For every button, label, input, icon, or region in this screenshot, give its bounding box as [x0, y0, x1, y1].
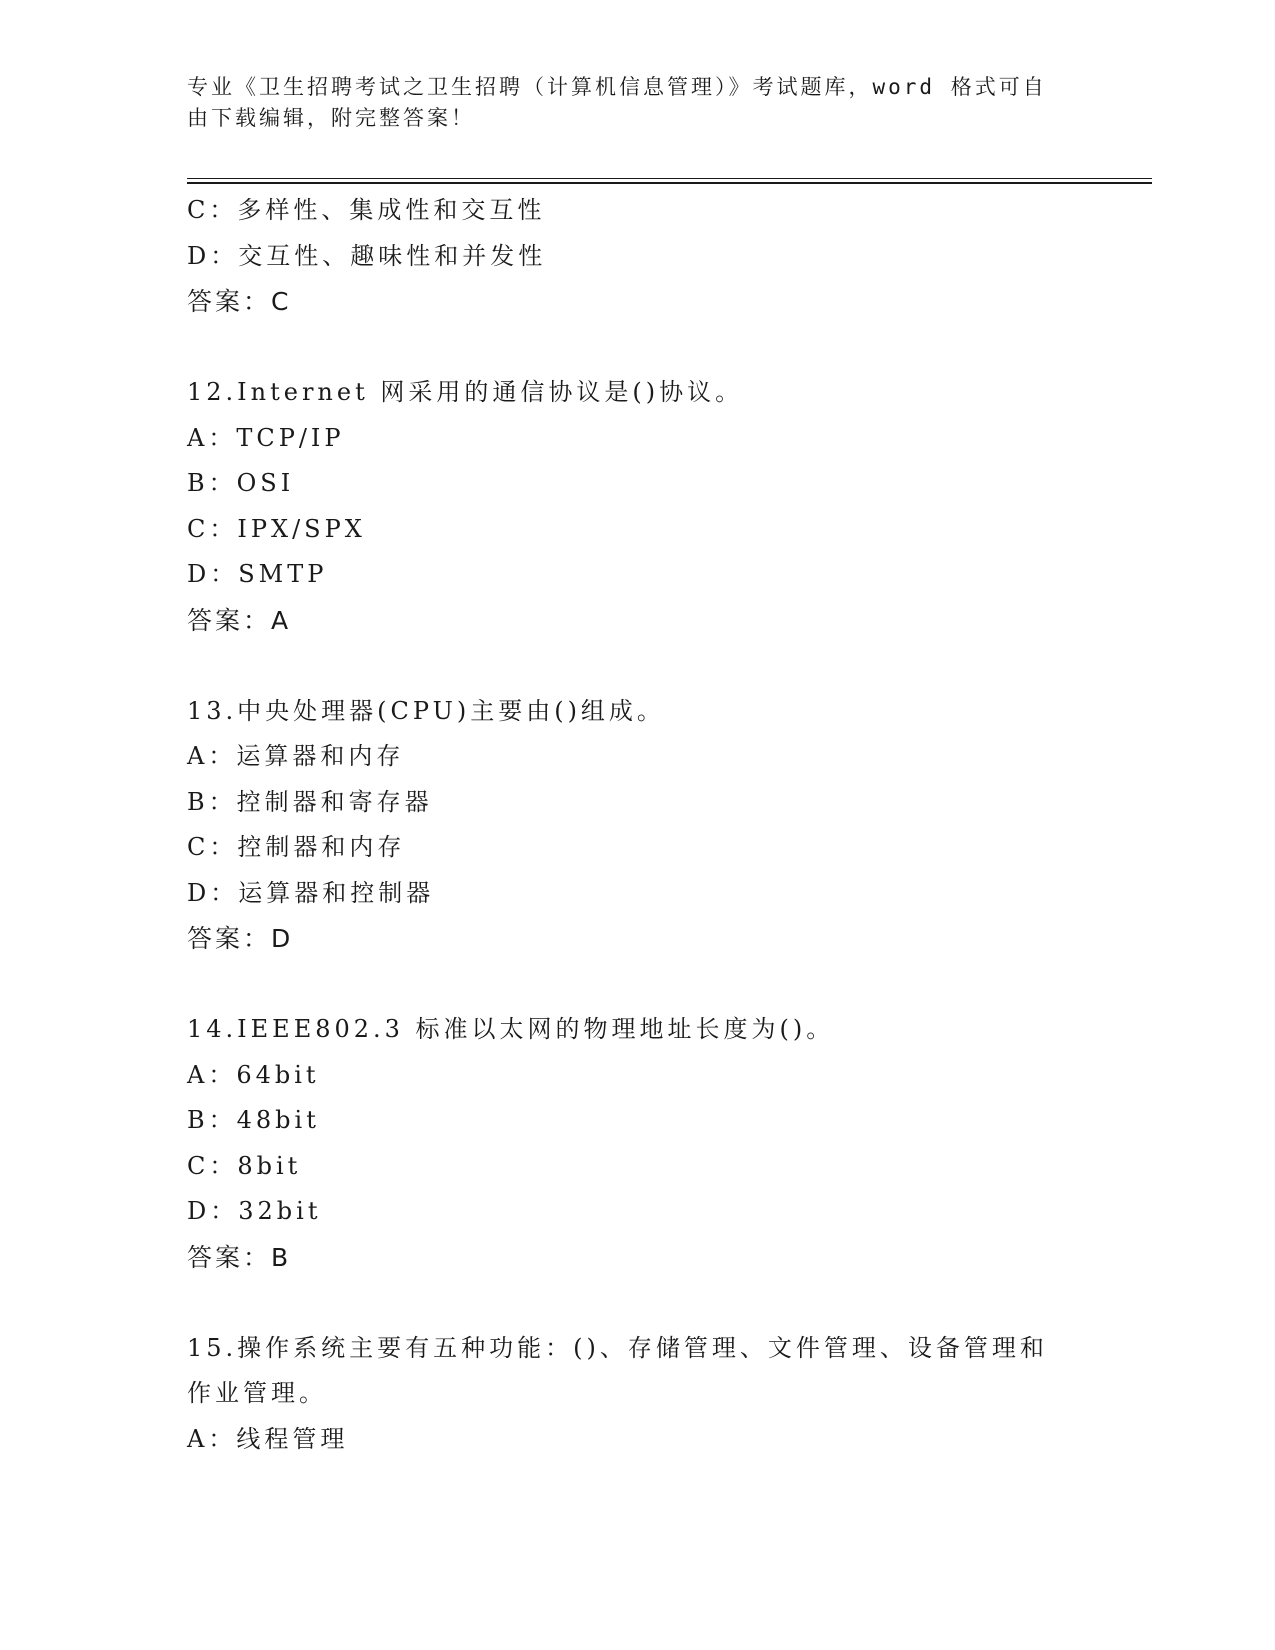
answer-line: 答案：A	[187, 605, 292, 635]
option-d: D：运算器和控制器	[187, 878, 435, 907]
option-c: C：8bit	[187, 1151, 302, 1180]
option-c: C：IPX/SPX	[187, 514, 366, 543]
question-stem: 15.操作系统主要有五种功能：()、存储管理、文件管理、设备管理和	[187, 1333, 1048, 1362]
document-header	[187, 72, 1067, 134]
option-a: A：64bit	[187, 1060, 320, 1089]
option-d: D：32bit	[187, 1197, 322, 1225]
question-stem-continued: 作业管理。	[187, 1379, 327, 1407]
option-a: A：运算器和内存	[187, 742, 405, 770]
header-divider-thick	[187, 182, 1152, 184]
answer-line: 答案：D	[187, 924, 294, 953]
spacer	[187, 1280, 1117, 1326]
question-stem: 14.IEEE802.3 标准以太网的物理地址长度为()。	[187, 1015, 835, 1043]
answer-line: 答案：C	[187, 287, 292, 316]
answer-line: 答案：B	[187, 1242, 292, 1272]
header-line-1: 专业《卫生招聘考试之卫生招聘（计算机信息管理）》考试题库，word 格式可自	[187, 75, 1047, 99]
option-d: D：交互性、趣味性和并发性	[187, 241, 547, 270]
header-line-2: 由下载编辑，附完整答案！	[187, 106, 475, 130]
spacer	[187, 643, 1117, 689]
option-b: B：控制器和寄存器	[187, 787, 433, 816]
spacer	[187, 962, 1117, 1008]
option-b: B：48bit	[187, 1106, 320, 1134]
question-list	[187, 188, 1117, 1462]
option-b: B：OSI	[187, 469, 295, 497]
spacer	[187, 325, 1117, 371]
option-a: A：TCP/IP	[187, 423, 345, 452]
option-c: C：控制器和内存	[187, 833, 406, 861]
question-stem: 13.中央处理器(CPU)主要由()组成。	[187, 696, 665, 725]
header-divider-thin	[187, 178, 1152, 179]
option-c: C：多样性、集成性和交互性	[187, 196, 546, 224]
question-stem: 12.Internet 网采用的通信协议是()协议。	[187, 378, 744, 406]
option-a: A：线程管理	[187, 1424, 349, 1453]
option-d: D：SMTP	[187, 560, 328, 588]
